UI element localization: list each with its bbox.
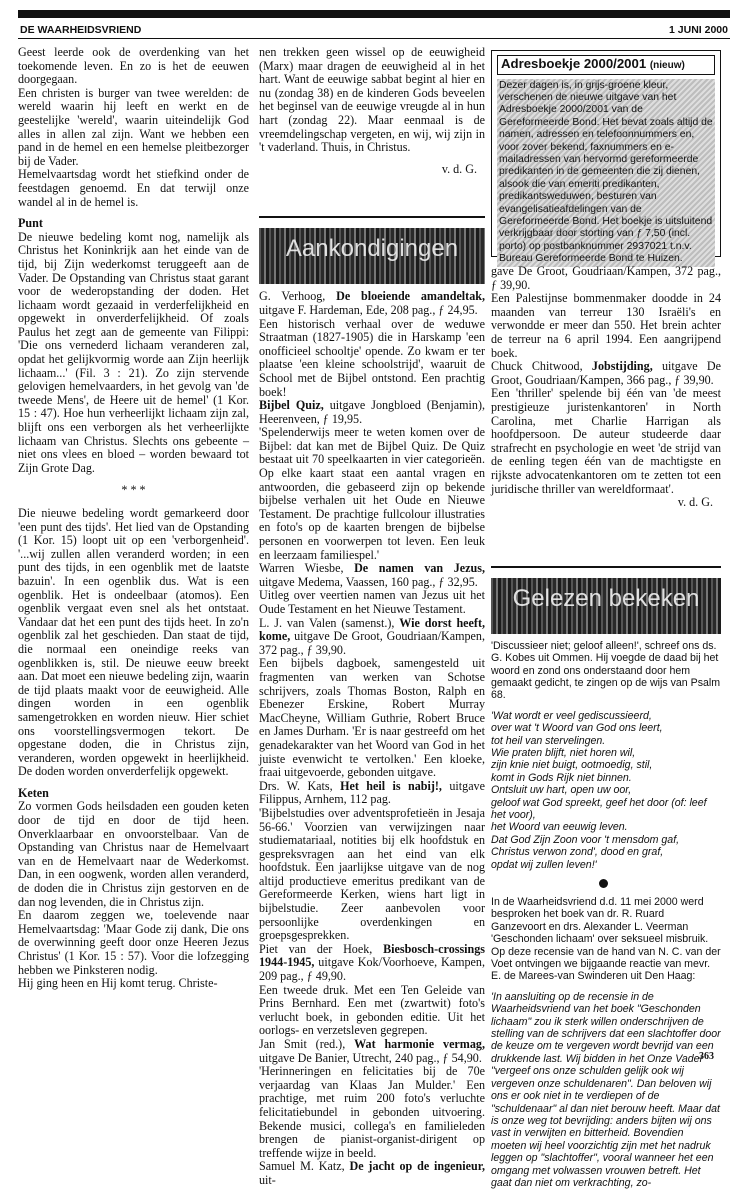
divider	[259, 216, 485, 218]
poem-intro: 'Discussieer niet; geloof alleen!', schreef ons ds. G. Kobes uit Ommen. Hij voegde de daad bij het woord en zond ons onderstaand door hem gemaakt gedicht, te zingen op de wijs van Psalm 68.	[491, 639, 721, 702]
book-entry: Jan Smit (red.), Wat harmonie vermag, uitgave De Banier, Utrecht, 240 pag., ƒ 54,90.	[259, 1037, 485, 1065]
book-entry: Piet van der Hoek, Biesbosch-crossings 1944-1945, uitgave Kok/Voorhoeve, Kampen, 209 pag., ƒ 49,90.	[259, 941, 485, 984]
book-entry: Uitleg over veertien namen van Jezus uit het Oude Testament en het Nieuwe Testament.	[259, 588, 485, 616]
banner-title: Aankondigingen	[285, 235, 459, 263]
review-paragraph: In de Waarheidsvriend d.d. 11 mei 2000 werd besproken het boek van dr. R. Ruard Ganzevoort en drs. Alexander L. Veerman 'Geschonden lichaam' over seksueel misbruik. Op deze recensie van de hand van N. C. van der Voet ontvingen we bijgaande reactie van mevr. E. de Marees-van Swinderen uit Den Haag:	[491, 896, 721, 983]
address-book-notice	[491, 50, 721, 265]
author-signature: v. d. G.	[677, 495, 713, 510]
paragraph: Hij ging heen en Hij komt terug. Christe-	[18, 976, 218, 991]
book-entry: Chuck Chitwood, Jobstijding, uitgave De Groot, Goudriaan/Kampen, 366 pag., ƒ 39,90.	[491, 359, 721, 387]
bullet-separator	[599, 879, 608, 888]
issue-date: 1 JUNI 2000	[669, 24, 728, 36]
book-entry: Drs. W. Kats, Het heil is nabij!, uitgave Filippus, Arnhem, 112 pag.	[259, 778, 485, 807]
book-entry: 'Bijbelstudies over adventsprofetieën in Jesaja 56-66.' Voorzien van verwijzingen naar studiematariaal, notities bij elk hoofdstuk en gespreksvragen aan het eind van elk hoofdstuk. Een jaarlijkse uitgave van de nog altijd productieve emeritus predikant van de Gereformeerde Kerken, wiens hart ligt in bijbelstudie. Zeer aanbevolen voor persoonlijke overdenkingen en groepsgesprekken.	[259, 805, 485, 943]
subheading-punt: Punt	[18, 216, 43, 231]
paragraph: Zo vormen Gods heilsdaden een gouden keten door de tijd en door de tijd heen. Onverklaarbaar en onvoorstelbaar. Van de Opstanding van Christus naar de Hemelvaart van en de Hemelvaart naar de Wederkomst. Dan, in een oogwenk, worden allen veranderd, de doden die in Christus zijn gestorven en de dan nog levenden, die in Christus zijn.	[18, 799, 249, 909]
book-entry: 'Spelenderwijs meer te weten komen over de Bijbel: dat kan met de Bijbel Quiz. De Quiz bestaat uit 70 speelkaarten in vier categorieën. Op elke kaart staat een aantal vragen en antwoorden, die gebaseerd zijn op bekende bijbelse verhalen uit het Oude en Nieuwe Testament. De prachtige fullcolour illustraties en foto's op de kaarten brengen de bijbelse personen en voorwerpen tot leven. Een leuk en leerzaam familiespel.'	[259, 425, 485, 562]
book-entry: Samuel M. Katz, De jacht op de ingenieur, uit-	[259, 1159, 485, 1187]
notice-title: Adresboekje 2000/2001 (nieuw)	[497, 55, 715, 75]
book-entry: Een historisch verhaal over de weduwe Straatman (1827-1905) die in Harskamp 'een onofficieel schooltje' opende. Zo kwam er ter plaatse 'een kleine schoolstrijd', waaruit de School met de Bijbel ontstond. Een prachtig boek!	[259, 316, 485, 399]
notice-body: Dezer dagen is, in grijs-groene kleur, verschenen de nieuwe uitgave van het Adresboekje 2000/2001 van de Gereformeerde Bond. Het bevat zoals altijd de namen, adressen en telefoonnummers en, voor zover bekend, faxnummers en e-mailadressen van hervormd gereformeerde predikanten in de gemeenten die zij dienen, alsook die van emeriti predikanten, predikantsweduwen, besturen van evangelisatieafdelingen van de Gereformeerde Bond. Het boekje is uitsluitend verkrijgbaar door storting van ƒ 7,50 (incl. porto) op postbanknummer 2937021 t.n.v. Bureau Gereformeerde Bond te Huizen.	[497, 79, 715, 267]
paragraph: nen trekken geen wissel op de eeuwigheid (Marx) maar dragen de eeuwigheid al in het hart. Want de eeuwige sabbat begint al hier en nu (zondag 38) en de kinderen Gods beveelen het beginsel van de eeuwige vreugde al in hun hart (zondag 22). Maar eenmaal is de vreemdelingschap vergeten, en wij, wij zijn in 't vaderland. Thuis, in Christus.	[259, 45, 485, 155]
top-rule	[18, 10, 730, 18]
author-signature: v. d. G.	[441, 161, 477, 176]
running-header	[18, 24, 730, 39]
book-entry: Bijbel Quiz, uitgave Jongbloed (Benjamin), Heerenveen, ƒ 19,95.	[259, 398, 485, 426]
book-entry: 'Herinneringen en felicitaties bij de 70e verjaardag van Klaas Jan Mulder.' Een prachtige, met ruim 200 foto's verluchte felicitatiebundel in gebonden uitvoering. Bekende musici, collega's en familieleden brengen de pianist-organist-dirigent op treffende wijze in beeld.	[259, 1064, 485, 1160]
book-entry: G. Verhoog, De bloeiende amandeltak, uitgave F. Hardeman, Ede, 208 pag., ƒ 24,95.	[259, 289, 485, 317]
paragraph: Een 'thriller' spelende bij één van 'de meest prestigieuze juristenkantoren' in North Carolina, met Charlie Harrigan als hoofdpersoon. De auteur studeerde daar strafrecht en psychologie en weet 'de strijd van de eenling tegen één van de machtigste en rijkste advocatenkantoren om te zetten tot een juridische thriller van wereldformaat'.	[491, 386, 721, 496]
paragraph: Die nieuwe bedeling wordt gemarkeerd door 'een punt des tijds'. Het lied van de Opstanding (1 Kor. 15) loopt uit op een 'verborgenheid'. '...wij zullen allen veranderd worden; in een punt des tijds, in een ogenblik met de laatste bazuin'. In een ogenblik dus. Wat is een ogenblik. Het is ondeelbaar (atomos). Een ogenblik vergaat even snel als het ontstaat. Vandaar dat het een punt des tijds heet. In zo'n ogenblik zal het geschieden. Dan staat de tijd, die normaal een oneindige reeks van ogenblikken is, stil. De nieuwe eeuw breekt aan. Dat moet een nieuwe bedeling zijn, waarin de tijd plaats maakt voor de eeuwigheid. Alle dingen worden in een ogenblik samengetrokken en worden nieuw. Hier schiet ons voorstellingsvermogen tekort. De opgestane doden, die in Christus zijn, veranderen, worden opgewekt in heerlijkheid. De doden worden onverderfelijk opgewekt.	[18, 506, 249, 779]
page-number: 363	[699, 1051, 714, 1062]
paragraph: gave De Groot, Goudriaan/Kampen, 372 pag., ƒ 39,90.	[491, 264, 721, 292]
paragraph: Een christen is burger van twee werelden: de wereld waarin hij leeft en werkt en de geestelijke 'wereld', waarin uiteindelijk God alles in allen zal zijn. Want we hebben een pand in de hemel en een hemelse pleitbezorger bij de Vader.	[18, 85, 249, 168]
paragraph: Geest leerde ook de overdenking van het toekomende leven. En zo is het de eeuwen doorgegaan.	[18, 45, 249, 87]
column-1	[18, 46, 249, 1056]
book-entry: Warren Wiesbe, De namen van Jezus, uitgave Medema, Vaassen, 160 pag., ƒ 32,95.	[259, 561, 485, 589]
section-divider-stars: * * *	[121, 483, 146, 498]
read-seen-banner	[491, 578, 721, 634]
announcements-banner	[259, 228, 485, 284]
paragraph: De nieuwe bedeling komt nog, namelijk als Christus het Koninkrijk aan het einde van de tijd, bij Zijn wederkomst teruggeeft aan de Vader. De Opstanding van Christus staat garant voor de wederopstanding der doden. Het lichaam wordt gezaaid in verderfelijkheid en opgewekt in onverderfelijkheid. Of zoals Paulus het zegt aan de gemeente van Filippi: 'Die ons vernederd lichaam veranderen zal, opdat het gelijkvormig worde aan Zijn heerlijk lichaam...' (Fil. 3 : 21). Zo zijn stervende gelovigen hemelvaarders, in het gevolg van 'de tweede Mens', de Heere uit de hemel' (1 Kor. 15 : 47). Hoe hun verheerlijkt lichaam zijn zal, blijft ons een verborgen als het verheerlijkte lichaam van Christus. Slechts ons gebeente – niet ons vlees en bloed – worden bewaard tot Zijn Grote Dag.	[18, 229, 249, 475]
publication-title: DE WAARHEIDSVRIEND	[20, 24, 142, 36]
paragraph: En daarom zeggen we, toelevende naar Hemelvaartsdag: 'Maar Gode zij dank, Die ons de overwinning geeft door onze Heeren Jezus Christus' (1 Kor. 15 : 57). Voor die lofzegging hebben we Pinksteren nodig.	[18, 908, 249, 977]
reader-letter: 'In aansluiting op de recensie in de Waarheidsvriend van het boek "Geschonden lichaam" zou ik sterk willen onderschrijven de stelling van de schrijvers dat een slachtoffer door de keuze om te vergeven wordt bevrijd van een drukkende last. Wij bidden in het Onze Vader "vergeef ons onze schulden gelijk ook wij vergeven onze schuldenaren". Dan beloven wij ons er ook niet in te verdiepen of de "schuldenaar" al dan niet berouw heeft. Maar dat is onze weg tot bevrijding: anders bijten wij ons vast in verwijten en bitterheid. Bovendien moeten wij heel voorzichtig zijn met het nadruk leggen op "slachtoffer", vooral wanneer het een omgang met volwassen vrouwen betreft. Het gaat dan niet om verkrachting, zo-	[491, 990, 721, 1189]
book-list	[259, 290, 485, 1187]
book-entry: Een bijbels dagboek, samengesteld uit fragmenten van werken van Schotse schrijvers, zoals Thomas Boston, Ralph en Ebenezer Erskine, Robert Murray MacCheyne, William Guthrie, Robert Bruce en James Durham. 'Er is naar gestreefd om het genadekarakter van het Woord van God in het juiste evenwicht te vertolken.' Een kloeke, fraai uitgevoerde, gebonden uitgave.	[259, 656, 485, 780]
book-entry: L. J. van Valen (samenst.), Wie dorst heeft, kome, uitgave De Groot, Goudriaan/Kampen, 372 pag., ƒ 39,90.	[259, 615, 485, 657]
column-2	[259, 45, 485, 1187]
paragraph: Hemelvaartsdag wordt het stiefkind onder de feestdagen genoemd. En dat terwijl onze wandel al in de hemel is.	[18, 167, 249, 209]
book-entry: Een tweede druk. Met een Ten Geleide van Prins Bernhard. Een met (zwartwit) foto's verlucht boek, in gebonden editie. Uit het oorlogs- en verzetsleven gegrepen.	[259, 982, 485, 1038]
divider	[491, 566, 721, 568]
banner-title: Gelezen bekeken	[512, 584, 700, 612]
subheading-keten: Keten	[18, 785, 49, 800]
paragraph: Een Palestijnse bommenmaker doodde in 24 maanden van terreur 130 Israëli's en verwondde er meer dan 550. Het brein achter de terreur na 6 april 1994. Een aangrijpend boek.	[491, 291, 721, 360]
poem: 'Wat wordt er veel gediscussieerd, over wat 't Woord van God ons leert, tot heil van stervelingen. Wie praten blijft, niet horen wil, zijn knie niet buigt, ootmoedig, stil, komt in Gods Rijk niet binnen. Ontsluit uw hart, open uw oor, geloof wat God spreekt, geef het door (of: leef het voor), het Woord van eeuwig leven. Dat God Zijn Zoon voor 't mensdom gaf, Christus verwon zond', dood en graf, opdat wij zullen leven!'	[491, 709, 707, 871]
